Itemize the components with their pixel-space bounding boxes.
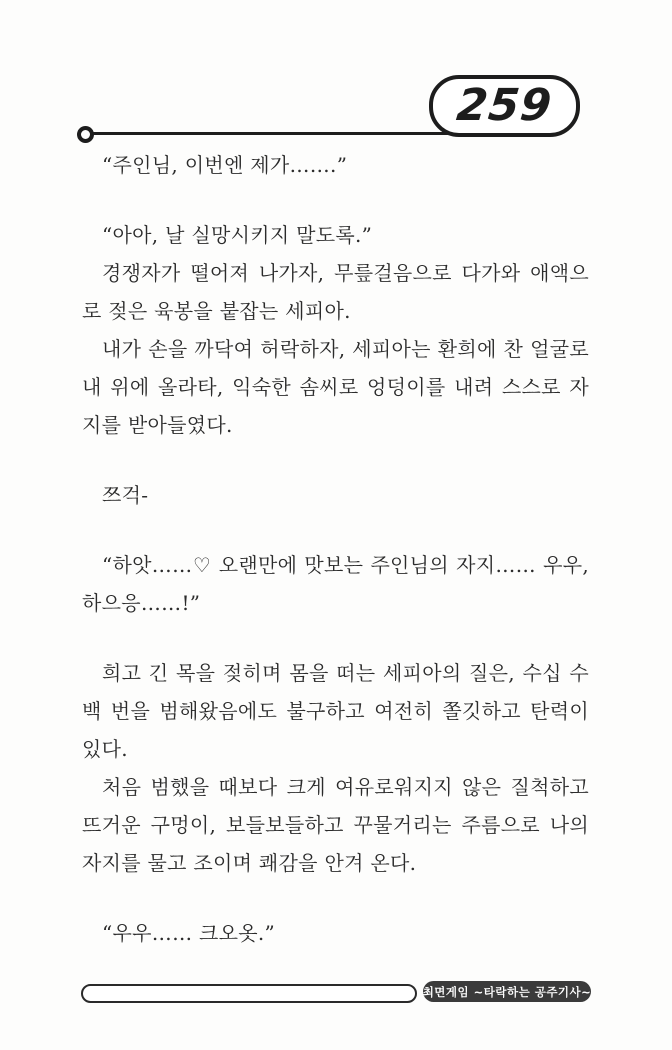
page-number-pill (429, 75, 580, 137)
paragraph: 희고 긴 목을 젖히며 몸을 떠는 세피아의 질은, 수십 수백 번을 범해왔음에도 불구하고 여전히 쫄깃하고 탄력이 있다. (82, 661, 589, 761)
text-body (82, 146, 589, 952)
paragraph: “주인님, 이번엔 제가…….” (102, 153, 348, 177)
page-number: 259 (454, 80, 555, 131)
paragraph: “하앗……♡ 오랜만에 맛보는 주인님의 자지…… 우우, 하으응……!” (82, 553, 589, 615)
paragraph: 처음 범했을 때보다 크게 여유로워지지 않은 질척하고 뜨거운 구멍이, 보들보들하고 꾸물거리는 주름으로 나의 자지를 물고 조이며 쾌감을 안겨 온다. (82, 775, 589, 875)
paragraph: 경쟁자가 떨어져 나가자, 무릎걸음으로 다가와 애액으로 젖은 육봉을 붙잡는 세피아. (82, 261, 589, 323)
series-title-badge: 최면게임 ~타락하는 공주기사~ (423, 981, 591, 1002)
footer-title-bar (81, 984, 417, 1003)
header-rule (92, 132, 454, 135)
paragraph: “아아, 날 실망시키지 말도록.” (102, 223, 373, 247)
paragraph: “우우…… 크오옷.” (102, 921, 276, 945)
paragraph: 쯔걱- (102, 483, 149, 507)
paragraph: 내가 손을 까닥여 허락하자, 세피아는 환희에 찬 얼굴로 내 위에 올라타, 익숙한 솜씨로 엉덩이를 내려 스스로 자지를 받아들였다. (82, 337, 589, 437)
